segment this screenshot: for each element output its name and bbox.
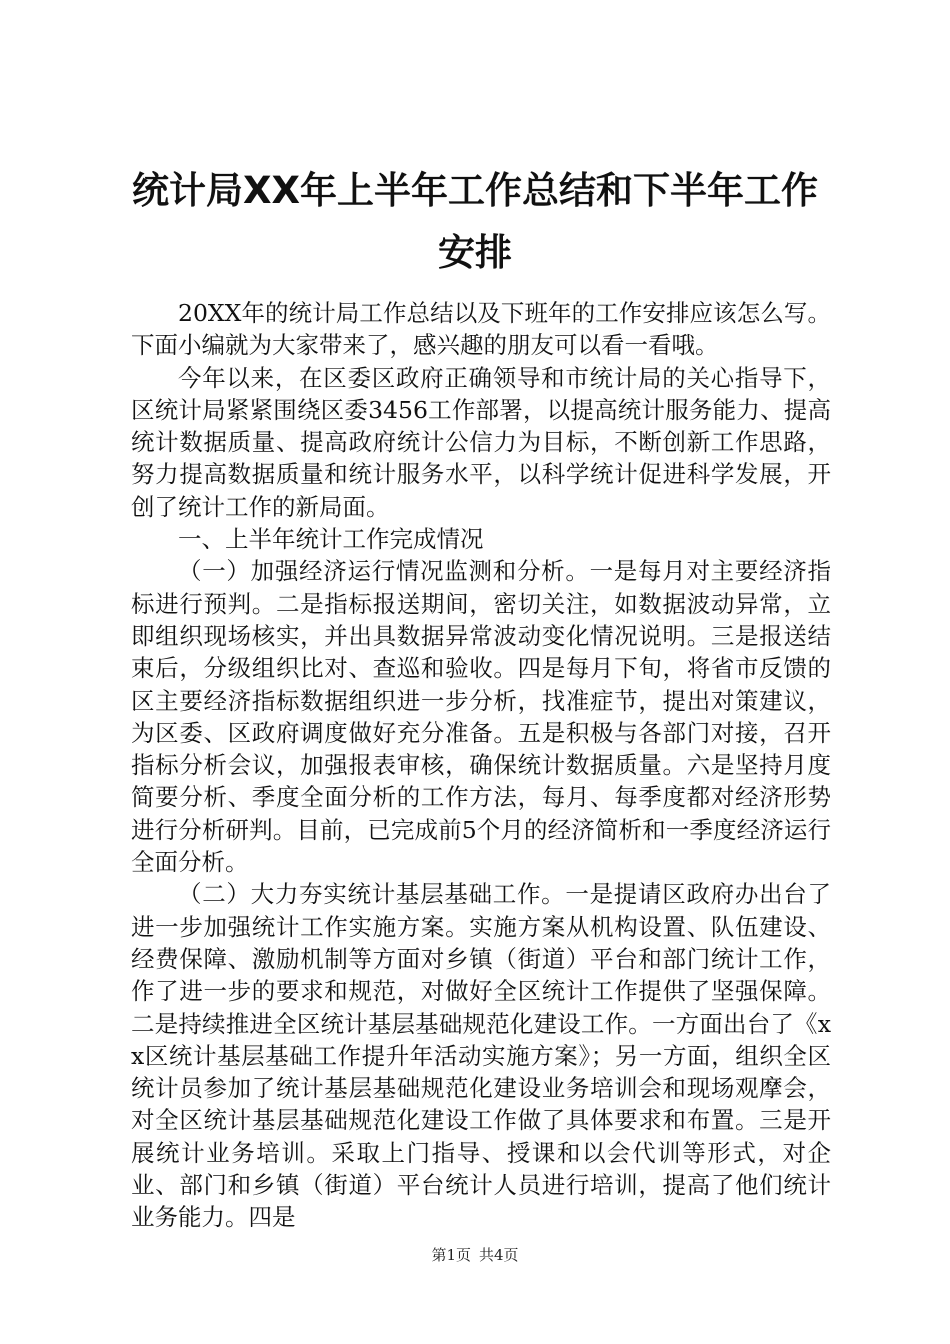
page-number: 第1页 xyxy=(431,1246,471,1264)
page-footer xyxy=(0,1244,950,1265)
intro-paragraph: 20XX年的统计局工作总结以及下班年的工作安排应该怎么写。下面小编就为大家带来了，感兴趣的朋友可以看一看哦。 xyxy=(131,299,831,360)
section-2-paragraph: （二）大力夯实统计基层基础工作。一是提请区政府办出台了进一步加强统计工作实施方案。实施方案从机构设置、队伍建设、经费保障、激励机制等方面对乡镇（街道）平台和部门统计工作，作了进一步的要求和规范，对做好全区统计工作提供了坚强保障。二是持续推进全区统计基层基础规范化建设工作。一方面出台了《xx区统计基层基础工作提升年活动实施方案》；另一方面，组织全区统计员参加了统计基层基础规范化建设业务培训会和现场观摩会，对全区统计基层基础规范化建设工作做了具体要求和布置。三是开展统计业务培训。采取上门指导、授课和以会代训等形式，对企业、部门和乡镇（街道）平台统计人员进行培训，提高了他们统计业务能力。四是 xyxy=(131,880,831,1232)
section-1-paragraph: （一）加强经济运行情况监测和分析。一是每月对主要经济指标进行预判。二是指标报送期间，密切关注，如数据波动异常，立即组织现场核实，并出具数据异常波动变化情况说明。三是报送结束后，分级组织比对、查巡和验收。四是每月下旬，将省市反馈的区主要经济指标数据组织进一步分析，找准症节，提出对策建议，为区委、区政府调度做好充分准备。五是积极与各部门对接，召开指标分析会议，加强报表审核，确保统计数据质量。六是坚持月度简要分析、季度全面分析的工作方法，每月、每季度都对经济形势进行分析研判。目前，已完成前5个月的经济简析和一季度经济运行全面分析。 xyxy=(131,557,831,877)
section-heading: 一、上半年统计工作完成情况 xyxy=(178,525,484,554)
document-body xyxy=(131,297,831,1234)
document-title: 统计局XX年上半年工作总结和下半年工作安排 xyxy=(131,169,819,274)
overview-paragraph: 今年以来，在区委区政府正确领导和市统计局的关心指导下，区统计局紧紧围绕区委3456工作部署，以提高统计服务能力、提高统计数据质量、提高政府统计公信力为目标，不断创新工作思路，努力提高数据质量和统计服务水平，以科学统计促进科学发展，开创了统计工作的新局面。 xyxy=(131,363,831,521)
page-total: 共4页 xyxy=(479,1246,519,1264)
